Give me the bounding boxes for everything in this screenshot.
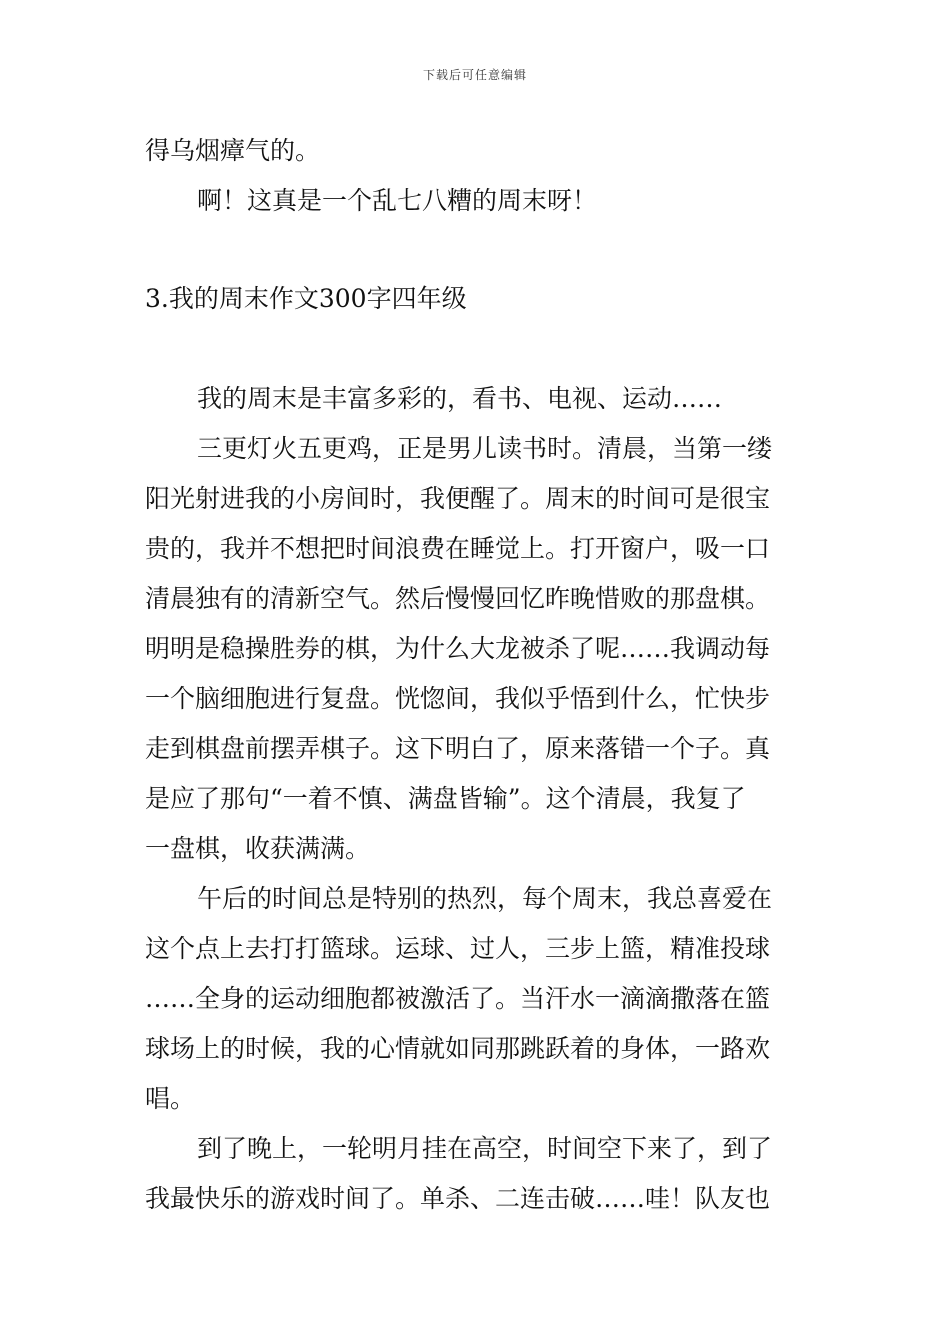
paragraph-line: 我的周末是丰富多彩的，看书、电视、运动…… — [197, 384, 723, 413]
paragraph-line: 唱。 — [145, 1084, 196, 1113]
paragraph-line: 贵的，我并不想把时间浪费在睡觉上。打开窗户，吸一口 — [145, 534, 771, 563]
paragraph-line: 是应了那句“一着不慎、满盘皆输”。这个清晨，我复了 — [145, 784, 746, 813]
paragraph-line: 三更灯火五更鸡，正是男儿读书时。清晨，当第一缕 — [197, 434, 773, 463]
spacer — [145, 226, 810, 274]
paragraph-line: 啊！这真是一个乱七八糟的周末呀！ — [197, 186, 598, 215]
paragraph-line: 清晨独有的清新空气。然后慢慢回忆昨晚惜败的那盘棋。 — [145, 584, 771, 613]
paragraph-line: 到了晚上，一轮明月挂在高空，时间空下来了，到了 — [197, 1134, 773, 1163]
paragraph-line: 一盘棋，收获满满。 — [145, 834, 371, 863]
text-after-title — [145, 374, 810, 1224]
spacer — [145, 324, 810, 374]
paragraph-line: 球场上的时候，我的心情就如同那跳跃着的身体，一路欢 — [145, 1034, 771, 1063]
paragraph-line: 这个点上去打打篮球。运球、过人，三步上篮，精准投球 — [145, 934, 771, 963]
page-header: 下载后可任意编辑 — [422, 68, 527, 82]
paragraph-line: 午后的时间总是特别的热烈，每个周末，我总喜爱在 — [197, 884, 773, 913]
paragraph-line: 我最快乐的游戏时间了。单杀、二连击破……哇！队友也 — [145, 1184, 771, 1213]
paragraph-line: ……全身的运动细胞都被激活了。当汗水一滴滴撒落在篮 — [145, 984, 771, 1013]
paragraph-line: 明明是稳操胜券的棋，为什么大龙被杀了呢……我调动每 — [145, 634, 771, 663]
paragraph-line: 得乌烟瘴气的。 — [145, 136, 321, 165]
document-body — [145, 126, 810, 1224]
paragraph-line: 一个脑细胞进行复盘。恍惚间，我似乎悟到什么，忙快步 — [145, 684, 771, 713]
section-title: 3.我的周末作文300字四年级 — [145, 284, 467, 313]
paragraph-line: 阳光射进我的小房间时，我便醒了。周末的时间可是很宝 — [145, 484, 771, 513]
text-before-title — [145, 126, 810, 226]
paragraph-line: 走到棋盘前摆弄棋子。这下明白了，原来落错一个子。真 — [145, 734, 771, 763]
